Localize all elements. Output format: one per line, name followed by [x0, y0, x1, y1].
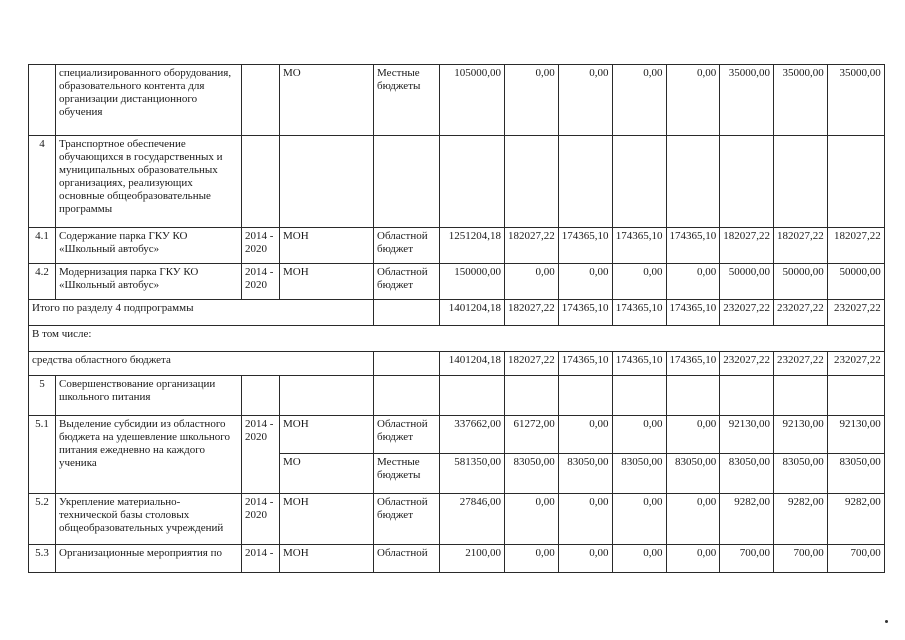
amount-cell: 0,00	[558, 416, 612, 454]
amount-cell: 92130,00	[827, 416, 884, 454]
amount-cell	[440, 136, 505, 228]
amount-cell: 83050,00	[666, 454, 720, 494]
amount-cell	[612, 136, 666, 228]
item-number: 5.2	[29, 494, 56, 545]
item-name: Укрепление материально-технической базы столовых общеобразовательных учреждений	[56, 494, 242, 545]
amount-cell: 174365,10	[666, 228, 720, 264]
amount-cell: 0,00	[612, 65, 666, 136]
amount-cell	[666, 136, 720, 228]
amount-cell: 0,00	[505, 545, 559, 573]
table-row	[29, 300, 885, 326]
amount-cell: 1401204,18	[440, 352, 505, 376]
amount-cell: 0,00	[558, 494, 612, 545]
amount-cell: 700,00	[827, 545, 884, 573]
amount-cell	[720, 376, 774, 416]
item-number: 5.1	[29, 416, 56, 494]
amount-cell: 83050,00	[774, 454, 828, 494]
amount-cell: 0,00	[505, 494, 559, 545]
amount-cell: 174365,10	[612, 352, 666, 376]
amount-cell: 174365,10	[558, 228, 612, 264]
amount-cell: 182027,22	[827, 228, 884, 264]
amount-cell: 0,00	[505, 264, 559, 300]
amount-cell	[827, 376, 884, 416]
amount-cell: 92130,00	[774, 416, 828, 454]
amount-cell: 182027,22	[774, 228, 828, 264]
amount-cell: 700,00	[720, 545, 774, 573]
amount-cell: 174365,10	[558, 352, 612, 376]
table-row	[29, 326, 885, 352]
amount-cell: 27846,00	[440, 494, 505, 545]
amount-cell: 174365,10	[558, 300, 612, 326]
item-period: 2014 -	[242, 545, 280, 573]
amount-cell: 232027,22	[827, 352, 884, 376]
funding-source: Местные бюджеты	[374, 65, 440, 136]
amount-cell: 35000,00	[827, 65, 884, 136]
amount-cell: 0,00	[612, 264, 666, 300]
amount-cell: 83050,00	[827, 454, 884, 494]
summary-label: Итого по разделу 4 подпрограммы	[29, 300, 374, 326]
amount-cell: 0,00	[558, 65, 612, 136]
amount-cell: 232027,22	[720, 300, 774, 326]
item-period: 2014 - 2020	[242, 416, 280, 494]
table-row	[29, 545, 885, 573]
table-row	[29, 494, 885, 545]
funding-source: Местные бюджеты	[374, 454, 440, 494]
amount-cell: 182027,22	[505, 228, 559, 264]
amount-cell: 50000,00	[774, 264, 828, 300]
amount-cell: 0,00	[666, 545, 720, 573]
funding-source	[374, 376, 440, 416]
table-row	[29, 416, 885, 454]
amount-cell: 182027,22	[720, 228, 774, 264]
amount-cell: 0,00	[612, 494, 666, 545]
item-number: 5	[29, 376, 56, 416]
amount-cell: 0,00	[505, 65, 559, 136]
amount-cell: 83050,00	[612, 454, 666, 494]
amount-cell: 174365,10	[612, 300, 666, 326]
budget-table	[28, 64, 885, 573]
amount-cell: 83050,00	[505, 454, 559, 494]
amount-cell: 105000,00	[440, 65, 505, 136]
item-name: Содержание парка ГКУ КО «Школьный автобус»	[56, 228, 242, 264]
item-name: Совершенствование организации школьного питания	[56, 376, 242, 416]
amount-cell	[774, 136, 828, 228]
table-row	[29, 264, 885, 300]
amount-cell: 0,00	[558, 545, 612, 573]
amount-cell: 174365,10	[666, 352, 720, 376]
amount-cell: 92130,00	[720, 416, 774, 454]
amount-cell: 581350,00	[440, 454, 505, 494]
amount-cell	[505, 136, 559, 228]
amount-cell: 61272,00	[505, 416, 559, 454]
item-number: 4.2	[29, 264, 56, 300]
amount-cell: 337662,00	[440, 416, 505, 454]
amount-cell: 9282,00	[774, 494, 828, 545]
amount-cell: 0,00	[666, 264, 720, 300]
amount-cell: 9282,00	[827, 494, 884, 545]
amount-cell: 150000,00	[440, 264, 505, 300]
funding-source	[374, 136, 440, 228]
item-executor	[280, 136, 374, 228]
amount-cell: 232027,22	[827, 300, 884, 326]
empty-cell	[374, 300, 440, 326]
item-name: Организационные мероприятия по	[56, 545, 242, 573]
amount-cell: 50000,00	[720, 264, 774, 300]
amount-cell: 83050,00	[720, 454, 774, 494]
amount-cell: 1251204,18	[440, 228, 505, 264]
item-period: 2014 - 2020	[242, 264, 280, 300]
amount-cell: 50000,00	[827, 264, 884, 300]
amount-cell	[505, 376, 559, 416]
item-executor: МО	[280, 454, 374, 494]
amount-cell: 0,00	[558, 264, 612, 300]
empty-cell	[374, 352, 440, 376]
amount-cell	[558, 376, 612, 416]
amount-cell: 232027,22	[774, 300, 828, 326]
item-period	[242, 65, 280, 136]
item-number: 4.1	[29, 228, 56, 264]
amount-cell: 0,00	[612, 416, 666, 454]
scan-speck	[885, 620, 888, 623]
item-name: Модернизация парка ГКУ КО «Школьный автобус»	[56, 264, 242, 300]
item-name: Транспортное обеспечение обучающихся в государственных и муниципальных образовательных организациях, реализующих основные общеобразовательные программы	[56, 136, 242, 228]
item-executor: МОН	[280, 228, 374, 264]
item-executor: МОН	[280, 416, 374, 454]
amount-cell: 1401204,18	[440, 300, 505, 326]
funding-source: Областной	[374, 545, 440, 573]
amount-cell: 700,00	[774, 545, 828, 573]
amount-cell	[827, 136, 884, 228]
amount-cell: 0,00	[612, 545, 666, 573]
amount-cell: 182027,22	[505, 300, 559, 326]
funding-source: Областной бюджет	[374, 416, 440, 454]
amount-cell: 0,00	[666, 494, 720, 545]
table-row	[29, 352, 885, 376]
item-executor	[280, 376, 374, 416]
table-row	[29, 228, 885, 264]
item-executor: МОН	[280, 545, 374, 573]
funding-source: Областной бюджет	[374, 494, 440, 545]
amount-cell: 2100,00	[440, 545, 505, 573]
amount-cell	[666, 376, 720, 416]
item-executor: МОН	[280, 494, 374, 545]
table-row	[29, 376, 885, 416]
item-executor: МО	[280, 65, 374, 136]
funding-source: Областной бюджет	[374, 264, 440, 300]
funding-source: Областной бюджет	[374, 228, 440, 264]
summary-label: средства областного бюджета	[29, 352, 374, 376]
amount-cell: 35000,00	[774, 65, 828, 136]
item-period	[242, 376, 280, 416]
amount-cell: 182027,22	[505, 352, 559, 376]
amount-cell: 174365,10	[612, 228, 666, 264]
amount-cell: 232027,22	[774, 352, 828, 376]
item-name: специализированного оборудования, образовательного контента для организации дистанционного обучения	[56, 65, 242, 136]
note-label: В том числе:	[29, 326, 885, 352]
amount-cell: 83050,00	[558, 454, 612, 494]
amount-cell: 0,00	[666, 416, 720, 454]
table-row	[29, 136, 885, 228]
amount-cell	[612, 376, 666, 416]
item-number: 4	[29, 136, 56, 228]
table-row	[29, 65, 885, 136]
item-executor: МОН	[280, 264, 374, 300]
amount-cell	[720, 136, 774, 228]
amount-cell	[774, 376, 828, 416]
item-period	[242, 136, 280, 228]
item-period: 2014 - 2020	[242, 228, 280, 264]
amount-cell: 174365,10	[666, 300, 720, 326]
amount-cell	[558, 136, 612, 228]
item-name: Выделение субсидии из областного бюджета на удешевление школьного питания ежедневно на каждого ученика	[56, 416, 242, 494]
amount-cell: 35000,00	[720, 65, 774, 136]
item-period: 2014 - 2020	[242, 494, 280, 545]
amount-cell: 232027,22	[720, 352, 774, 376]
amount-cell: 0,00	[666, 65, 720, 136]
amount-cell: 9282,00	[720, 494, 774, 545]
amount-cell	[440, 376, 505, 416]
item-number: 5.3	[29, 545, 56, 573]
item-number	[29, 65, 56, 136]
